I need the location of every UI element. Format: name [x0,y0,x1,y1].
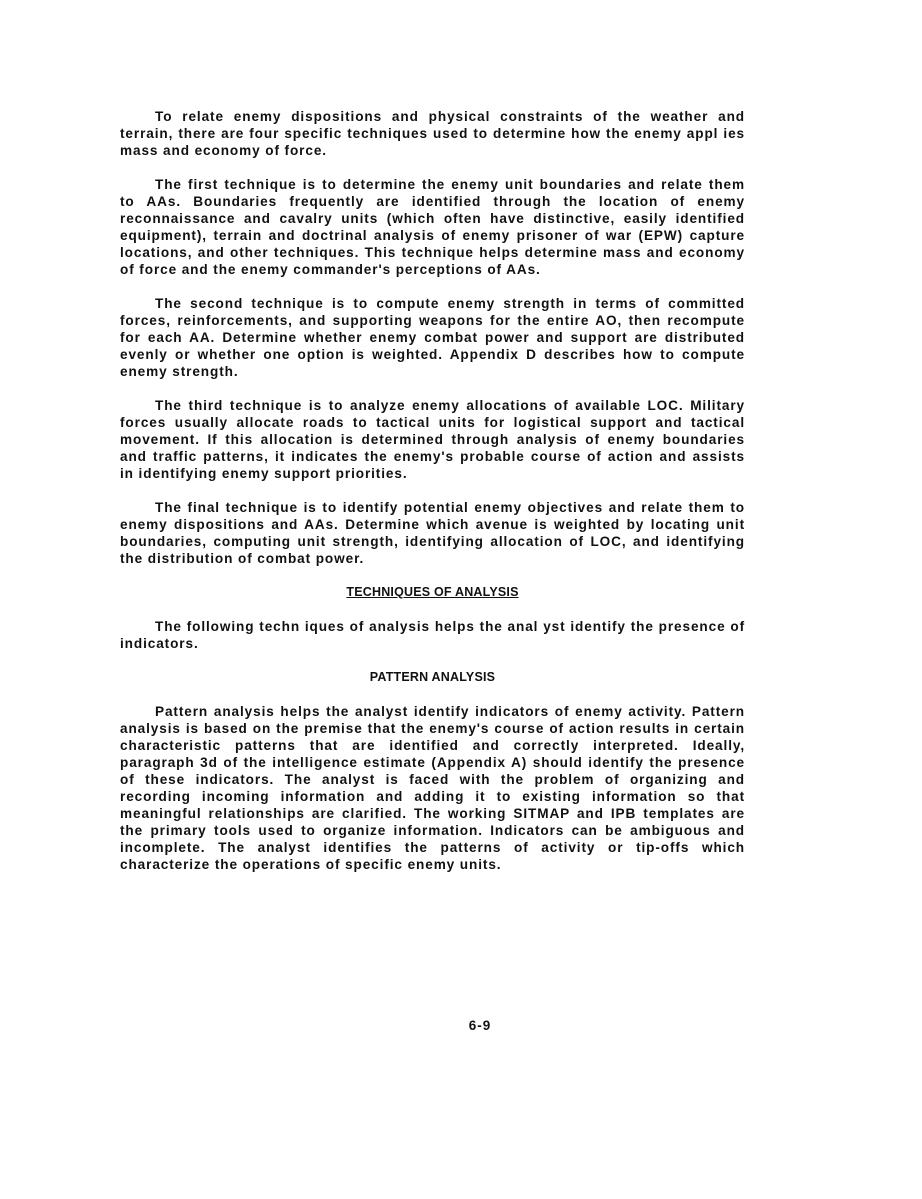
techniques-of-analysis-heading-text: TECHNIQUES OF ANALYSIS [346,585,519,599]
document-body [120,108,745,890]
intro-paragraph: To relate enemy dispositions and physical constraints of the weather and terrain, there are four specific techniques used to determine how the enemy appl ies mass and economy of force. [120,109,745,158]
third-technique-paragraph: The third technique is to analyze enemy allocations of available LOC. Military forces usually allocate roads to tactical units for logistical support and tactical movement. If this allocation is determined through analysis of enemy boundaries and traffic patterns, it indicates the enemy's probable course of action and assists in identifying enemy support priorities. [120,398,745,481]
pattern-analysis-heading: PATTERN ANALYSIS [369,670,496,684]
first-technique-paragraph: The first technique is to determine the enemy unit boundaries and relate them to AAs. Boundaries frequently are identified through the location of enemy reconnaissance and cavalry units (which often have distinctive, easily identified equipment), terrain and doctrinal analysis of enemy prisoner of war (EPW) capture locations, and other techniques. This technique helps determine mass and economy of force and the enemy commander's perceptions of AAs. [120,177,745,277]
final-technique-paragraph: The final technique is to identify potential enemy objectives and relate them to enemy dispositions and AAs. Determine which avenue is weighted by locating unit boundaries, computing unit strength, identifying allocation of LOC, and identifying the distribution of combat power. [120,500,745,566]
pattern-analysis-paragraph: Pattern analysis helps the analyst identify indicators of enemy activity. Pattern analysis is based on the premise that the enemy's course of action results in certain characteristic patterns that are identified and correctly interpreted. Ideally, paragraph 3d of the intelligence estimate (Appendix A) should identify the presence of these indicators. The analyst is faced with the problem of organizing and recording incoming information and adding it to existing information so that meaningful relationships are clarified. The working SITMAP and IPB templates are the primary tools used to organize information. Indicators can be ambiguous and incomplete. The analyst identifies the patterns of activity or tip-offs which characterize the operations of specific enemy units. [120,704,745,872]
second-technique-paragraph: The second technique is to compute enemy strength in terms of committed forces, reinforcements, and supporting weapons for the entire AO, then recompute for each AA. Determine whether enemy combat power and support are distributed evenly or whether one option is weighted. Appendix D describes how to compute enemy strength. [120,296,745,379]
techniques-of-analysis-heading [120,584,745,601]
techniques-paragraph: The following techn iques of analysis helps the anal yst identify the presence of indicators. [120,619,745,651]
page-number: 6-9 [468,1018,492,1033]
